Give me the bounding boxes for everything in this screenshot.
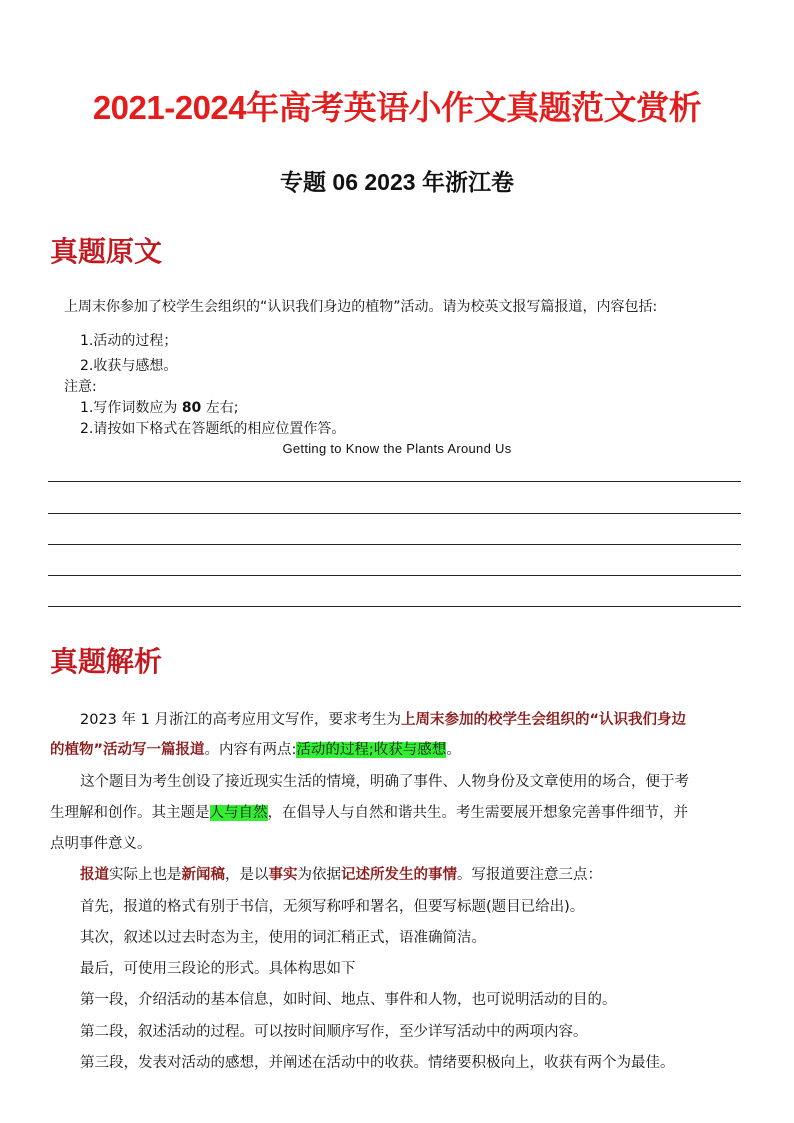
p3-text-2: ，是以 bbox=[225, 867, 269, 883]
answer-line bbox=[48, 606, 741, 607]
analysis-point-second: 其次，叙述以过去时态为主，使用的词汇稍正式，语准确简洁。 bbox=[80, 930, 486, 946]
answer-line bbox=[48, 544, 741, 545]
analysis-point-last: 最后，可使用三段论的形式。具体构思如下 bbox=[80, 961, 356, 977]
essay-english-title: Getting to Know the Plants Around Us bbox=[282, 441, 512, 456]
p1-emphasis-cont: 的植物”活动写一篇报道 bbox=[50, 742, 205, 758]
analysis-p2-line2 bbox=[50, 801, 688, 822]
prompt-intro: 上周末你参加了校学生会组织的“认识我们身边的植物”活动。请为校英文报写篇报道，内容包括: bbox=[64, 299, 658, 315]
analysis-p1-line2 bbox=[50, 738, 461, 759]
prompt-note-1 bbox=[80, 397, 238, 417]
analysis-p2-line3: 点明事件意义。 bbox=[50, 836, 152, 852]
p1-highlight: 活动的过程;收获与感想 bbox=[296, 742, 447, 758]
answer-line bbox=[48, 575, 741, 576]
prompt-note-2: 2.请按如下格式在答题纸的相应位置作答。 bbox=[80, 421, 346, 437]
p3-term-news: 新闻稿 bbox=[181, 867, 225, 883]
p1-text: 2023 年 1 月浙江的高考应用文写作，要求考生为 bbox=[80, 712, 401, 728]
answer-line bbox=[48, 513, 741, 514]
p3-term-record: 记述所发生的事情 bbox=[341, 867, 457, 883]
p2-highlight: 人与自然 bbox=[209, 805, 268, 821]
p3-term-report: 报道 bbox=[80, 867, 109, 883]
p3-text-3: 为依据 bbox=[297, 867, 341, 883]
p3-text-1: 实际上也是 bbox=[109, 867, 182, 883]
document-subtitle: 专题 06 2023 年浙江卷 bbox=[280, 169, 514, 195]
note-1-prefix: 1.写作词数应为 bbox=[80, 400, 182, 416]
analysis-paragraph-3: 第三段，发表对活动的感想，并阐述在活动中的收获。情绪要积极向上，收获有两个为最佳。 bbox=[80, 1055, 675, 1071]
p1-emphasis: 上周末参加的校学生会组织的“认识我们身边 bbox=[400, 712, 686, 728]
section-heading-original: 真题原文 bbox=[50, 235, 163, 268]
p2-text: 生理解和创作。其主题是 bbox=[50, 805, 210, 821]
analysis-point-first: 首先，报道的格式有别于书信，无须写称呼和署名，但要写标题(题目已给出)。 bbox=[80, 899, 585, 915]
analysis-paragraph-2: 第二段，叙述活动的过程。可以按时间顺序写作，至少详写活动中的两项内容。 bbox=[80, 1024, 588, 1040]
prompt-item-1: 1.活动的过程； bbox=[80, 333, 178, 349]
analysis-p3-line bbox=[80, 863, 602, 884]
prompt-note-label: 注意: bbox=[64, 379, 97, 395]
p2-text-2: ，在倡导人与自然和谐共生。考生需要展开想象完善事件细节，并 bbox=[267, 805, 688, 821]
p3-text-4: 。写报道要注意三点： bbox=[457, 867, 602, 883]
p1-end: 。 bbox=[446, 742, 461, 758]
analysis-paragraph-1: 第一段，介绍活动的基本信息，如时间、地点、事件和人物，也可说明活动的目的。 bbox=[80, 992, 617, 1008]
word-count: 80 bbox=[181, 400, 202, 416]
document-title: 2021-2024年高考英语小作文真题范文赏析 bbox=[92, 89, 702, 126]
analysis-p1-line1 bbox=[80, 708, 686, 729]
p3-term-fact: 事实 bbox=[268, 867, 298, 883]
note-1-suffix: 左右; bbox=[201, 400, 239, 416]
p1-text-2: 。内容有两点: bbox=[204, 742, 297, 758]
analysis-p2-line1: 这个题目为考生创设了接近现实生活的情境，明确了事件、人物身份及文章使用的场合，便于考 bbox=[80, 774, 689, 790]
section-heading-analysis: 真题解析 bbox=[50, 645, 163, 678]
answer-line bbox=[48, 481, 741, 482]
prompt-item-2: 2.收获与感想。 bbox=[80, 358, 178, 374]
